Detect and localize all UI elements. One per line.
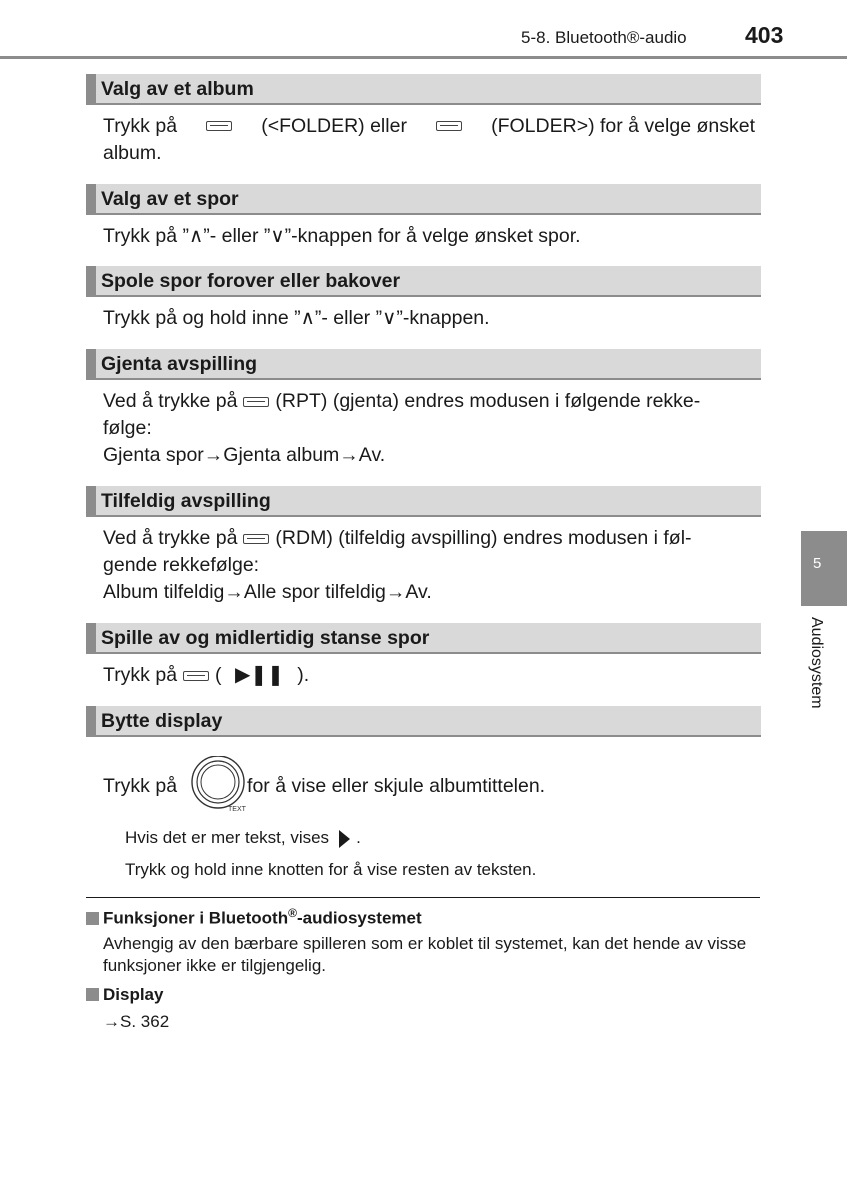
section-heading-random: Tilfeldig avspilling [86,486,761,517]
chapter-tab-label: Audiosystem [808,617,825,709]
square-bullet-icon [86,988,99,1001]
random-instructions: Ved å trykke på (RDM) (tilfeldig avspilling) endres modusen i føl- gende rekkefølge: Album tilfeldig→Alle spor tilfeldig→Av. [103,527,692,603]
chapter-tab: 5 [801,531,847,606]
section-heading-display: Bytte display [86,706,761,737]
section-heading-track: Valg av et spor [86,184,761,215]
play-pause-icon: ▶❚❚ [234,664,284,686]
button-icon [243,534,269,544]
arrow-right-icon [339,830,350,848]
page-number: 403 [745,22,784,48]
play-instructions: Trykk på ( ▶❚❚ ). [103,664,310,686]
section-heading-seek: Spole spor forover eller bakover [86,266,761,297]
square-bullet-icon [86,912,99,925]
button-icon [206,121,232,131]
button-icon [243,397,269,407]
note-hold: Trykk og hold inne knotten for å vise resten av teksten. [125,860,537,879]
divider [86,897,760,898]
info-heading-bluetooth: Funksjoner i Bluetooth®-audiosystemet [86,906,422,929]
track-instructions: Trykk på ”∧”- eller ”∨”-knappen for å velge ønsket spor. [103,225,581,247]
button-icon [183,671,209,681]
info-heading-display: Display [86,985,163,1005]
section-heading-album: Valg av et album [86,74,761,105]
chapter-title: 5-8. Bluetooth®-audio [521,28,687,47]
album-instructions: Trykk på (<FOLDER) eller (FOLDER>) for å velge ønsket album. [103,115,755,164]
section-heading-play: Spille av og midlertidig stanse spor [86,623,761,654]
section-heading-repeat: Gjenta avspilling [86,349,761,380]
tuning-knob-icon [190,756,246,812]
header-rule [0,56,847,59]
knob-label: TEXT [228,806,246,812]
info-text-bluetooth: Avhengig av den bærbare spilleren som er koblet til systemet, kan det hende av visse funksjoner ikke er tilgjengelig. [103,934,747,975]
button-icon [436,121,462,131]
info-text-display: →S. 362 [103,1012,170,1031]
display-instructions: Trykk på for å vise eller skjule albumtittelen. [103,775,546,797]
seek-instructions: Trykk på og hold inne ”∧”- eller ”∨”-knappen. [103,307,490,329]
repeat-instructions: Ved å trykke på (RPT) (gjenta) endres modusen i følgende rekke- følge: Gjenta spor→Gjenta album→Av. [103,390,701,466]
note-more-text: Hvis det er mer tekst, vises . [125,828,361,847]
